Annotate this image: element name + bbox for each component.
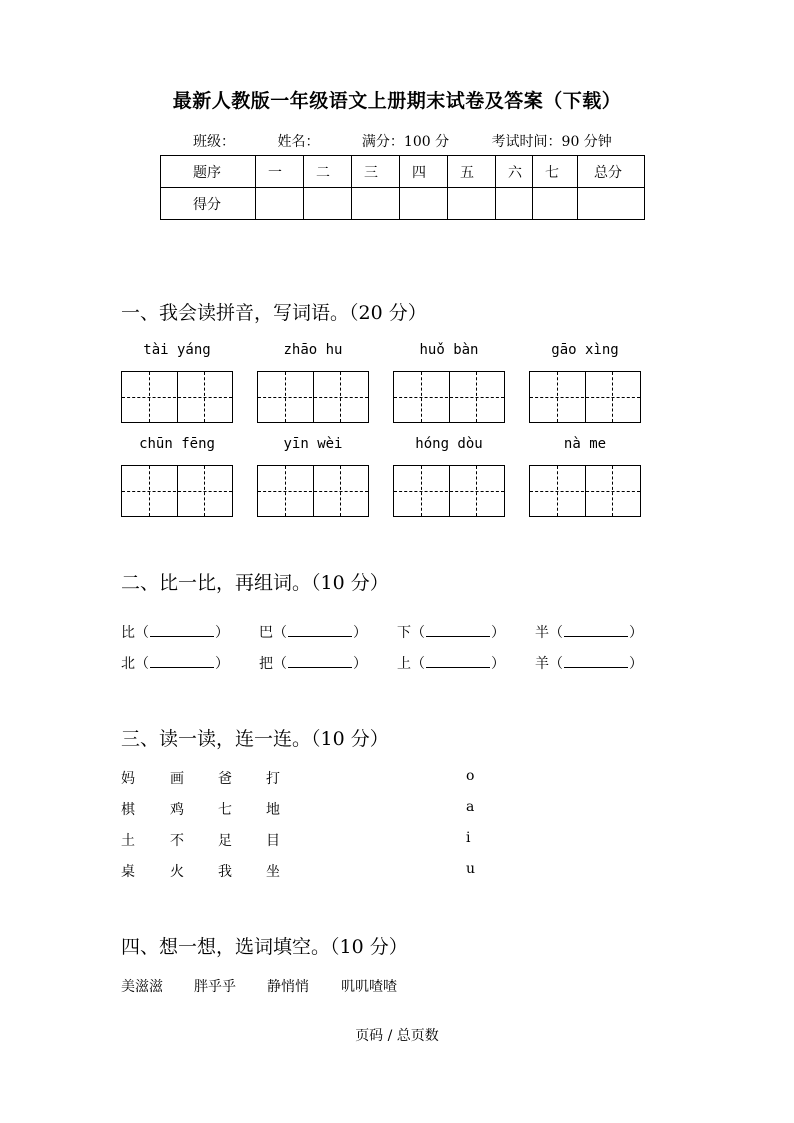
page-title: 最新人教版一年级语文上册期末试卷及答案（下载）	[172, 90, 622, 112]
match-character[interactable]: 桌	[121, 864, 135, 880]
word-option: 胖乎乎	[194, 979, 236, 995]
answer-blank[interactable]	[564, 624, 628, 637]
page-footer: 页码 / 总页数	[355, 1028, 439, 1044]
compare-item: 上（ ）	[397, 656, 505, 672]
score-table-score-row	[161, 188, 645, 220]
writing-grid[interactable]	[529, 465, 641, 517]
compare-item: 北（ ）	[121, 656, 229, 672]
writing-grid[interactable]	[257, 371, 369, 423]
match-character[interactable]: 鸡	[170, 802, 184, 818]
match-character[interactable]: 我	[218, 864, 232, 880]
compare-item: 羊（ ）	[535, 656, 643, 672]
match-letter[interactable]: a	[466, 799, 475, 815]
compare-item: 半（ ）	[535, 625, 643, 641]
pinyin-label: nà me	[563, 436, 607, 452]
score-cell[interactable]	[448, 188, 496, 220]
match-character[interactable]: 火	[170, 864, 184, 880]
score-cell[interactable]	[400, 188, 448, 220]
answer-blank[interactable]	[150, 655, 214, 668]
exam-time: 考试时间：90 分钟	[491, 134, 612, 150]
class-label: 班级：	[193, 134, 235, 150]
header-cell: 二	[304, 156, 352, 188]
pinyin-label: chūn fēng	[139, 436, 215, 452]
answer-blank[interactable]	[150, 624, 214, 637]
score-cell[interactable]	[578, 188, 645, 220]
score-cell[interactable]	[533, 188, 578, 220]
word-option: 美滋滋	[121, 979, 163, 995]
match-character[interactable]: 爸	[218, 771, 232, 787]
info-line	[193, 131, 612, 151]
compare-item: 把（ ）	[259, 656, 367, 672]
answer-blank[interactable]	[564, 655, 628, 668]
pinyin-label: gāo xìng	[551, 342, 619, 358]
name-label: 姓名：	[277, 134, 320, 150]
header-cell: 七	[533, 156, 578, 188]
word-option: 叽叽喳喳	[341, 979, 397, 995]
writing-grid[interactable]	[121, 371, 233, 423]
header-cell: 六	[496, 156, 533, 188]
match-character[interactable]: 地	[266, 802, 280, 818]
pinyin-label: tài yáng	[143, 342, 211, 358]
answer-blank[interactable]	[426, 624, 490, 637]
score-cell[interactable]	[256, 188, 304, 220]
writing-grid[interactable]	[257, 465, 369, 517]
match-letter[interactable]: u	[466, 861, 476, 877]
compare-item: 下（ ）	[397, 625, 505, 641]
match-character[interactable]: 棋	[121, 802, 135, 818]
word-option: 静悄悄	[267, 979, 309, 995]
match-character[interactable]: 土	[121, 833, 135, 849]
match-character[interactable]: 画	[170, 771, 184, 787]
compare-item: 巴（ ）	[259, 625, 367, 641]
match-character[interactable]: 足	[218, 833, 232, 849]
match-character[interactable]: 打	[266, 771, 280, 787]
score-table	[160, 155, 645, 220]
score-cell[interactable]	[496, 188, 533, 220]
pinyin-label: huǒ bàn	[419, 342, 479, 358]
section2-heading: 二、比一比，再组词。（10 分）	[121, 572, 389, 594]
header-cell: 四	[400, 156, 448, 188]
compare-item: 比（ ）	[121, 625, 229, 641]
writing-grid[interactable]	[529, 371, 641, 423]
section4-heading: 四、想一想，选词填空。（10 分）	[121, 936, 408, 958]
pinyin-label: yīn wèi	[283, 436, 343, 452]
full-score: 满分：100 分	[361, 134, 450, 150]
answer-blank[interactable]	[426, 655, 490, 668]
match-letter[interactable]: o	[466, 768, 475, 784]
pinyin-label: hóng dòu	[415, 436, 483, 452]
match-character[interactable]: 目	[266, 833, 280, 849]
header-cell: 一	[256, 156, 304, 188]
section3-heading: 三、读一读，连一连。（10 分）	[121, 728, 389, 750]
match-character[interactable]: 七	[218, 802, 232, 818]
section1-heading: 一、我会读拼音，写词语。（20 分）	[121, 302, 427, 324]
pinyin-label: zhāo hu	[283, 342, 343, 358]
header-cell: 三	[352, 156, 400, 188]
answer-blank[interactable]	[288, 655, 352, 668]
match-letter[interactable]: i	[466, 830, 471, 846]
score-cell[interactable]	[352, 188, 400, 220]
score-cell[interactable]	[304, 188, 352, 220]
header-cell: 题序	[161, 156, 256, 188]
score-table-header-row	[161, 156, 645, 188]
match-character[interactable]: 不	[170, 833, 184, 849]
score-row-label: 得分	[161, 188, 256, 220]
writing-grid[interactable]	[393, 465, 505, 517]
answer-blank[interactable]	[288, 624, 352, 637]
header-cell: 五	[448, 156, 496, 188]
header-cell: 总分	[578, 156, 645, 188]
match-character[interactable]: 坐	[266, 864, 280, 880]
writing-grid[interactable]	[393, 371, 505, 423]
writing-grid[interactable]	[121, 465, 233, 517]
match-character[interactable]: 妈	[121, 771, 135, 787]
